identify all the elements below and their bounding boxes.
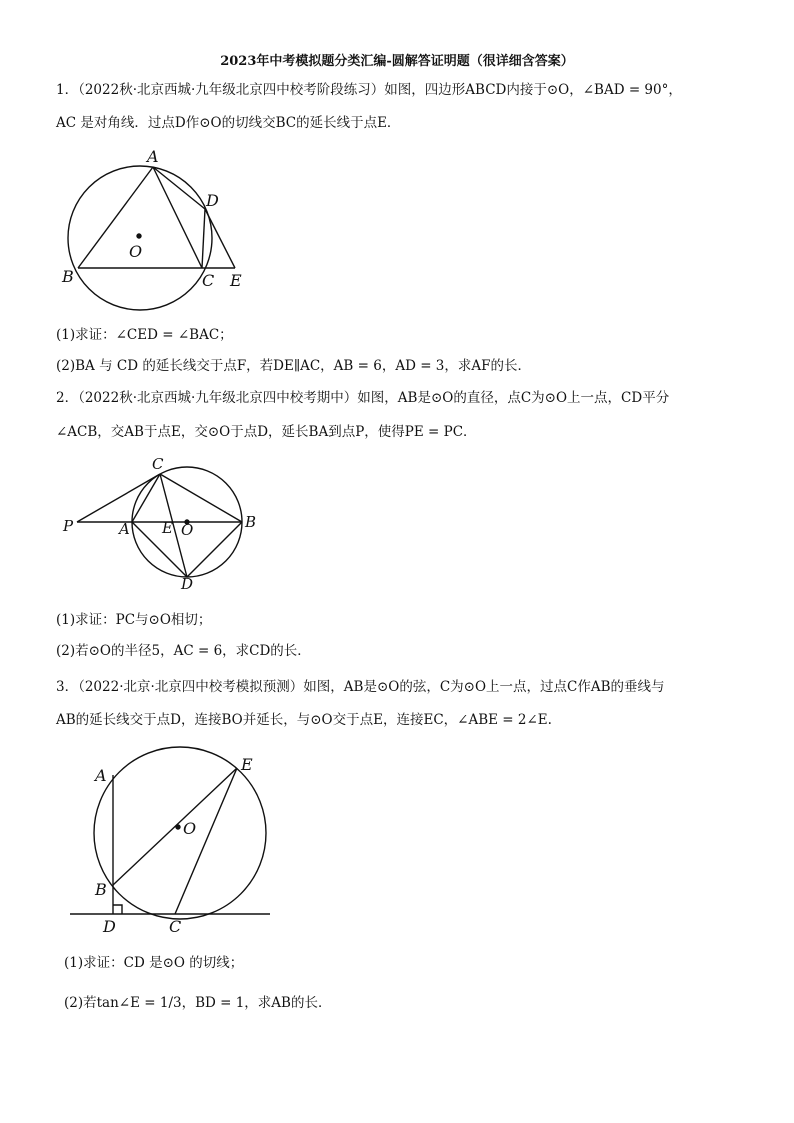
problem-2-stem-line-2: ∠ACB，交AB于点E，交⊙O于点D，延长BA到点P，使得PE = PC．	[56, 424, 477, 440]
problem-1-stem-line-2: AC 是对角线．过点D作⊙O的切线交BC的延长线于点E．	[56, 115, 401, 131]
label-o: O	[183, 819, 197, 838]
center-dot	[137, 234, 141, 238]
problem-1-figure	[50, 140, 270, 300]
problem-3-part-1: (1)求证：CD 是⊙O 的切线；	[64, 955, 244, 971]
page-title: 2023年中考模拟题分类汇编-圆解答证明题（很详细含答案）	[220, 54, 574, 69]
segment-pc	[77, 474, 160, 522]
label-d: D	[103, 917, 116, 936]
segment-ac	[132, 474, 160, 522]
segment-ec	[175, 768, 237, 914]
problem-3-figure	[65, 745, 285, 940]
problem-3-stem-line-2: AB的延长线交于点D，连接BO并延长，与⊙O交于点E，连接EC，∠ABE = 2∠E.	[56, 712, 552, 728]
label-d: D	[181, 575, 194, 593]
label-o: O	[181, 521, 194, 539]
problem-1-part-1: (1)求证：∠CED = ∠BAC；	[56, 327, 233, 343]
right-angle-mark	[113, 905, 122, 914]
label-a: A	[119, 520, 130, 538]
segment-ac	[153, 167, 202, 268]
label-a: A	[147, 147, 159, 166]
label-e: E	[230, 271, 242, 290]
problem-2-part-1: (1)求证：PC与⊙O相切；	[56, 612, 212, 628]
label-c: C	[202, 271, 215, 290]
label-o: O	[129, 242, 143, 261]
segment-ad	[132, 522, 187, 577]
problem-1-part-2: (2)BA 与 CD 的延长线交于点F，若DE∥AC，AB = 6，AD = 3，求AF的长．	[56, 358, 532, 374]
label-b: B	[62, 267, 74, 286]
segment-ad	[153, 167, 205, 209]
segment-cb	[160, 474, 242, 522]
problem-1-stem-line-1: 1．（2022秋·北京西城·九年级北京四中校考阶段练习）如图，四边形ABCD内接于⊙O，∠BAD = 90°，	[56, 82, 682, 98]
label-c: C	[169, 917, 182, 936]
label-p: P	[63, 517, 74, 535]
problem-2-part-2: (2)若⊙O的半径5，AC = 6，求CD的长．	[56, 643, 311, 659]
label-e: E	[162, 519, 173, 537]
segment-dc	[202, 209, 205, 268]
label-b: B	[245, 513, 257, 531]
label-e: E	[241, 755, 253, 774]
segment-be	[113, 768, 237, 885]
problem-2-figure	[55, 455, 275, 595]
label-a: A	[95, 766, 107, 785]
center-dot	[176, 825, 180, 829]
problem-3-stem-line-1: 3．（2022·北京·北京四中校考模拟预测）如图，AB是⊙O的弦，C为⊙O上一点，过点C作AB的垂线与	[56, 679, 665, 695]
label-d: D	[206, 191, 219, 210]
label-b: B	[95, 880, 107, 899]
problem-3-part-2: (2)若tan∠E = 1/3，BD = 1，求AB的长．	[64, 995, 332, 1011]
label-c: C	[152, 455, 164, 473]
problem-2-stem-line-1: 2．（2022秋·北京西城·九年级北京四中校考期中）如图，AB是⊙O的直径，点C为⊙O上一点，CD平分	[56, 390, 670, 406]
segment-db	[187, 522, 242, 577]
